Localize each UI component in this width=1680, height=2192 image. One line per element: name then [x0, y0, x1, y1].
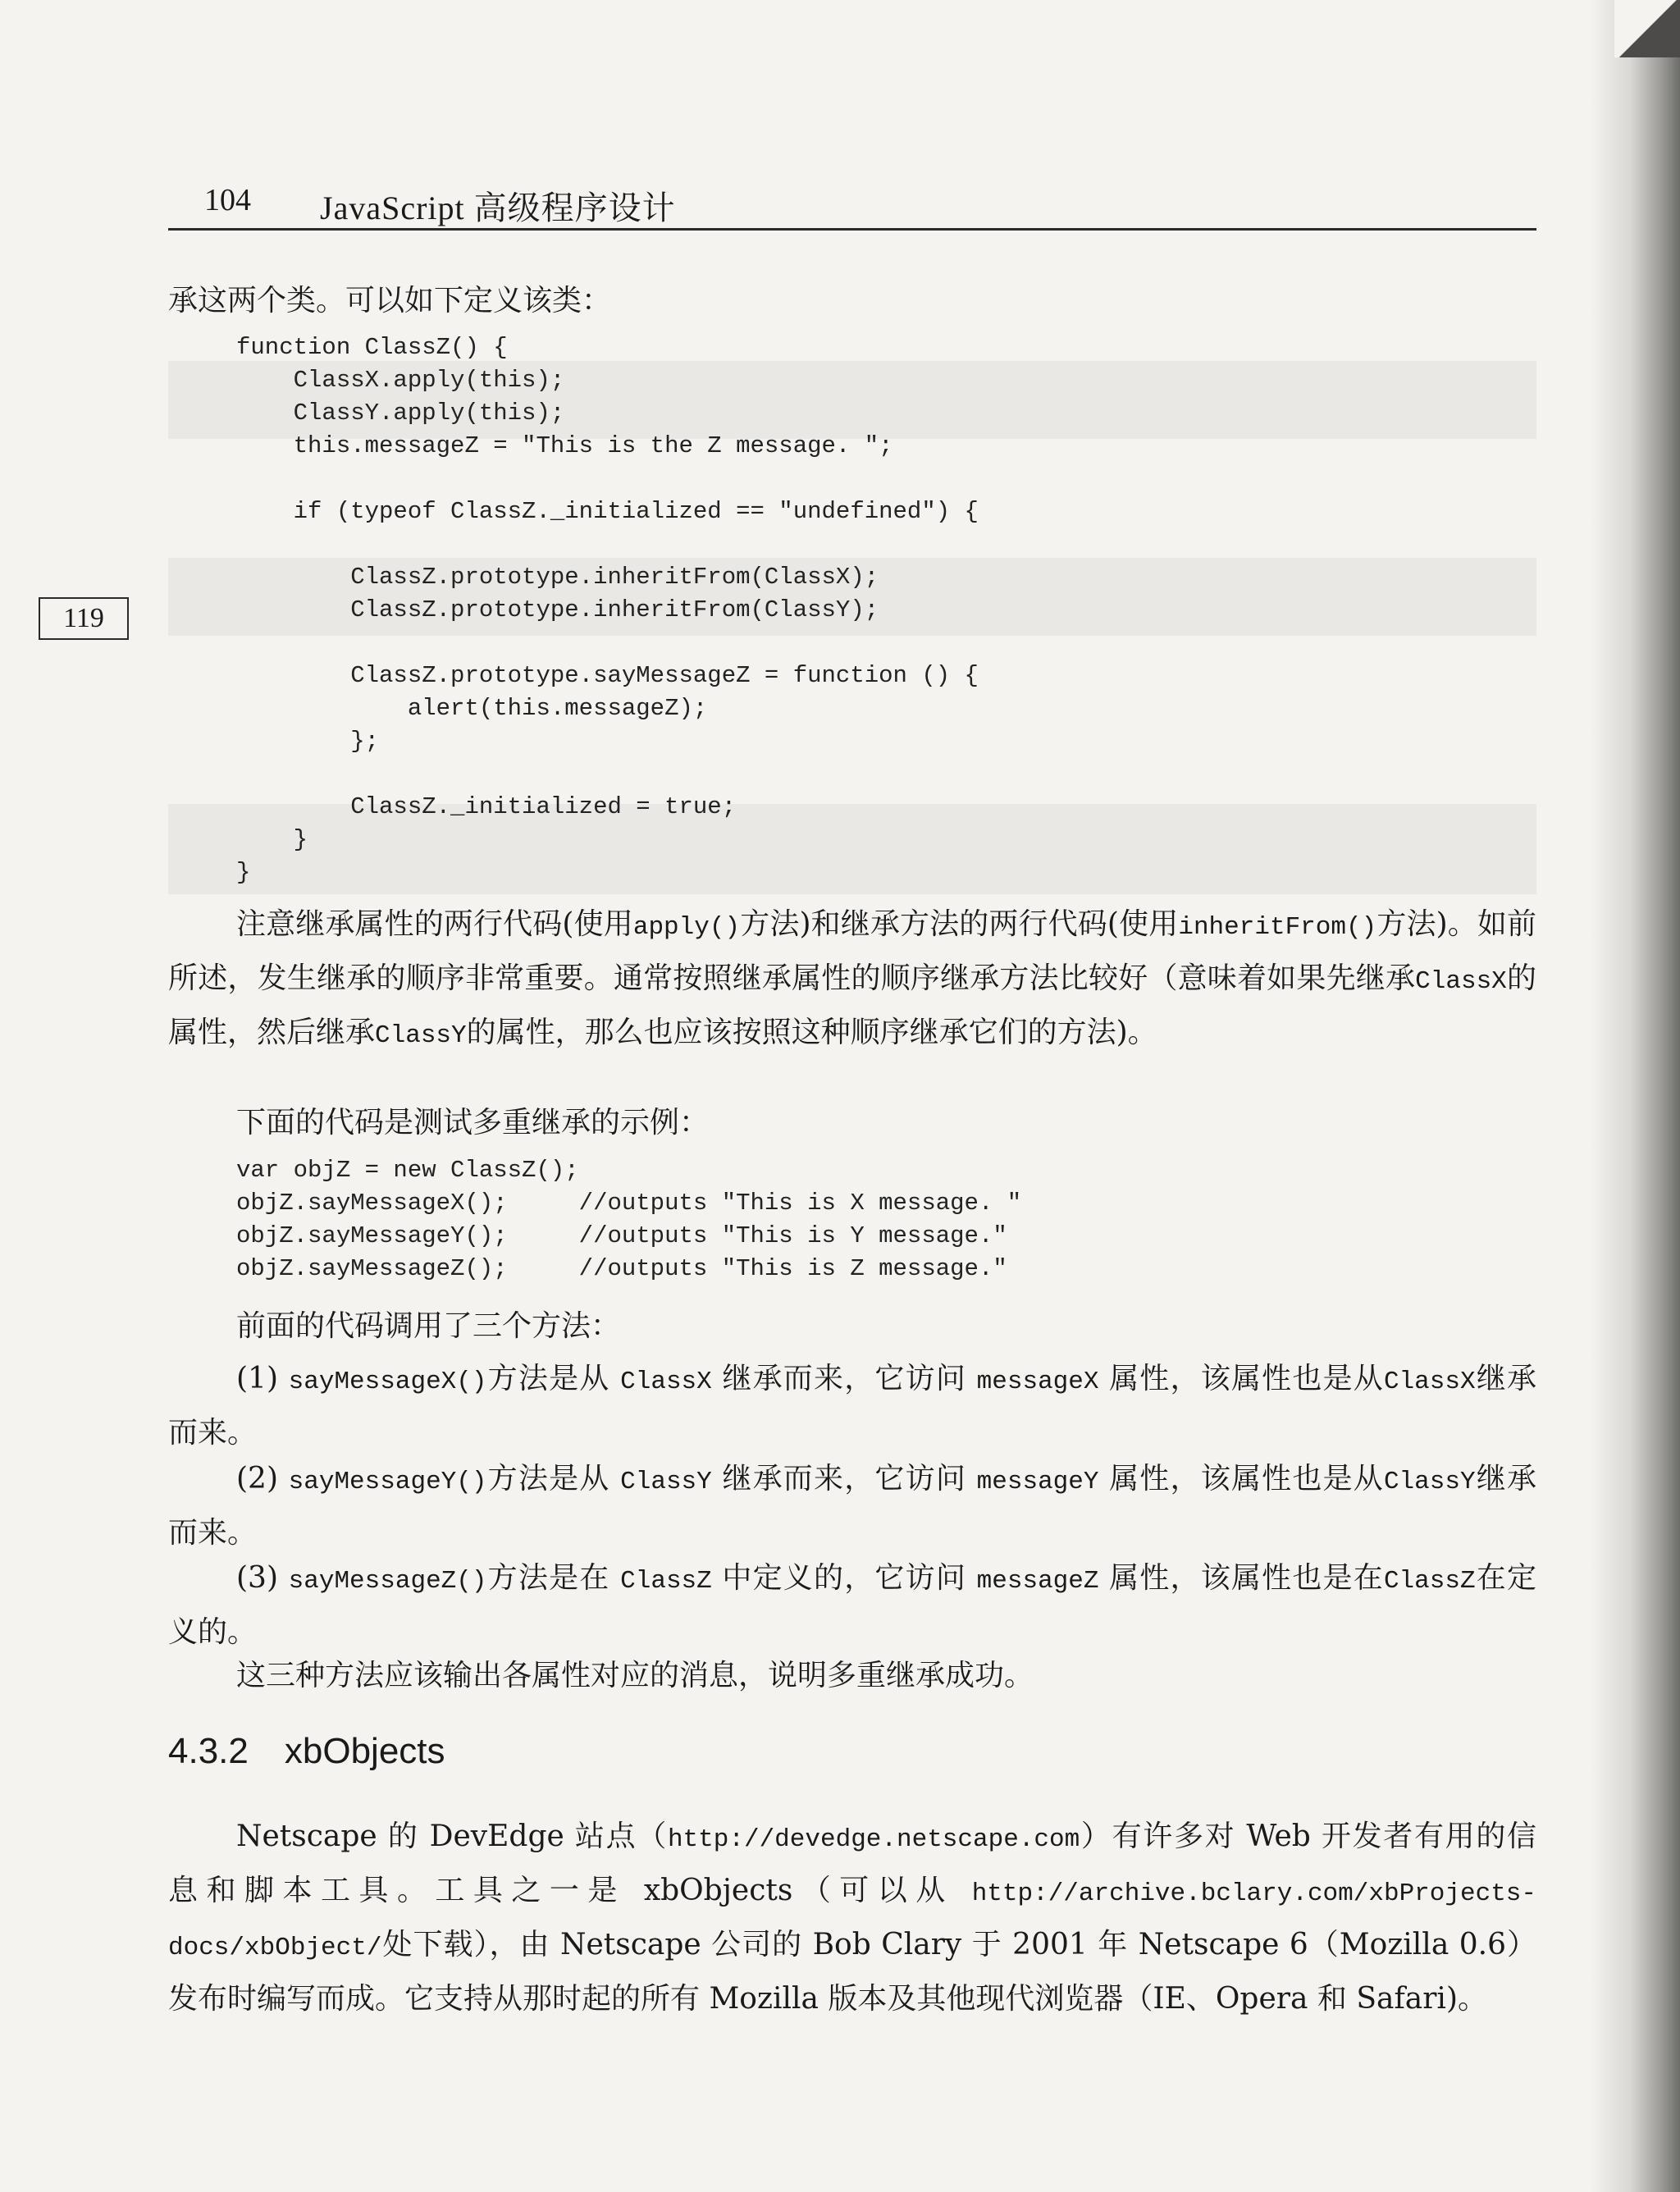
margin-page-reference: 119: [39, 597, 129, 640]
book-title: JavaScript 高级程序设计: [320, 190, 676, 226]
list-item: (1) sayMessageX()方法是从 ClassX 继承而来，它访问 messageX 属性，该属性也是从ClassX继承而来。: [168, 1362, 1536, 1450]
code-block-classz: function ClassZ() { ClassX.apply(this); ClassY.apply(this); this.messageZ = "This is the Z message. "; if (typeof ClassZ._initialized == "undefined") { ClassZ.prototype.inheritFrom(ClassX); ClassZ.prototype.inheritFrom(ClassY); ClassZ.prototype.sayMessageZ = function () { alert(this.messageZ); }; ClassZ._initialized = true; } }: [236, 334, 979, 886]
test-intro-text: 下面的代码是测试多重继承的示例：: [236, 1106, 710, 1139]
url-devedge: http://devedge.netscape.com: [667, 1825, 1080, 1854]
inline-code: inheritFrom(): [1178, 913, 1377, 942]
calls-intro-line: [168, 1301, 1536, 1352]
running-header: [168, 182, 1536, 231]
list-item: (2) sayMessageY()方法是从 ClassY 继承而来，它访问 messageY 属性，该属性也是从ClassY继承而来。: [168, 1462, 1536, 1550]
page-corner-fold: [1614, 0, 1680, 57]
code-block-test: var objZ = new ClassZ(); objZ.sayMessageX(); //outputs "This is X message. " objZ.sayMessageY(); //outputs "This is Y message." objZ.sayMessageZ(); //outputs "This is Z message.": [236, 1157, 1022, 1282]
page-gutter-shadow: [1590, 0, 1680, 2192]
inline-code: ClassY: [375, 1021, 467, 1050]
conclusion-line: [168, 1651, 1536, 1701]
conclusion-text: 这三种方法应该输出各属性对应的消息，说明多重继承成功。: [236, 1659, 1034, 1692]
intro-line: [168, 276, 1536, 327]
note-paragraph: 注意继承属性的两行代码(使用apply()方法)和继承方法的两行代码(使用inheritFrom()方法)。如前所述，发生继承的顺序非常重要。通常按照继承属性的顺序继承方法比较好（意味着如果先继承ClassX的属性，然后继承ClassY的属性，那么也应该按照这种顺序继承它们的方法)。: [168, 907, 1537, 1050]
page-number: 104: [204, 183, 251, 217]
section-title: xbObjects: [284, 1731, 445, 1771]
intro-text: 承这两个类。可以如下定义该类：: [168, 284, 612, 317]
inline-code: apply(): [632, 913, 741, 942]
section-heading: [168, 1731, 445, 1772]
inline-code: ClassX: [1415, 967, 1507, 996]
test-intro-line: [168, 1098, 1536, 1149]
section-number: 4.3.2: [168, 1731, 249, 1771]
xbobjects-paragraph: Netscape 的 DevEdge 站点（http://devedge.netscape.com）有许多对 Web 开发者有用的信息和脚本工具。工具之一是 xbObjects（可以从 http://archive.bclary.com/xbProjects-docs/xbObject/处下载），由 Netscape 公司的 Bob Clary 于 2001 年 Netscape 6（Mozilla 0.6）发布时编写而成。它支持从那时起的所有 Mozilla 版本及其他现代浏览器（IE、Opera 和 Safari)。: [168, 1820, 1536, 2016]
calls-intro-text: 前面的代码调用了三个方法：: [236, 1309, 621, 1343]
list-item: (3) sayMessageZ()方法是在 ClassZ 中定义的，它访问 messageZ 属性，该属性也是在ClassZ在定义的。: [168, 1561, 1536, 1649]
url-xbobjects: http://archive.bclary.com/xbProjects-docs/xbObject/: [168, 1879, 1536, 1962]
